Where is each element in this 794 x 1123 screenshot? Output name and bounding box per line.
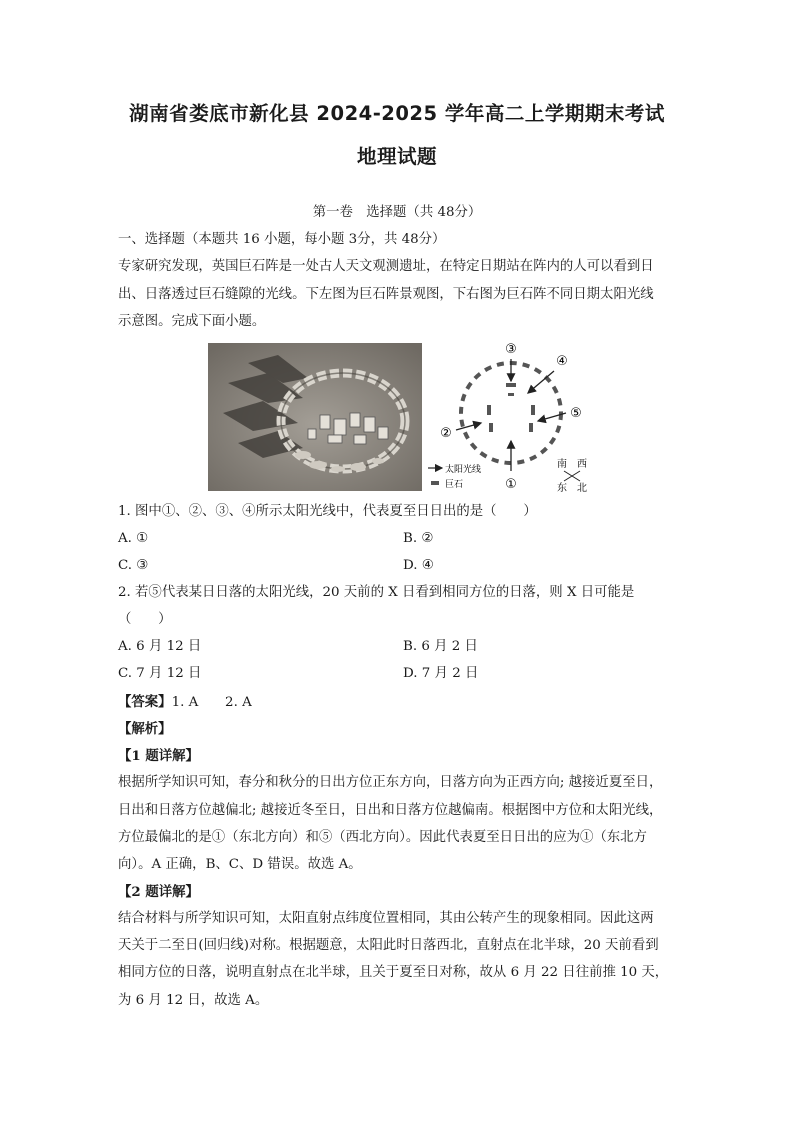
inner-stones [487,383,535,432]
answer-label: 【答案】 [118,694,172,710]
sun-ray-diagram [426,343,602,493]
ray-4 [528,371,554,393]
marker-2: ② [440,426,452,441]
q1-option-b[interactable]: B. ② [403,531,434,546]
q1-option-c[interactable]: C. ③ [118,558,149,573]
answer-line [118,692,683,713]
compass-north: 北 [577,483,587,493]
subject-title: 地理试题 [356,145,437,168]
compass-south: 南 [557,459,567,470]
material-text-line: 出、日落透过巨石缝隙的光线。下左图为巨石阵景观图，下右图为巨石阵不同日期太阳光线 [118,287,654,302]
stonehenge-figure [208,343,600,493]
q1-option-d[interactable]: D. ④ [403,558,434,573]
q2-option-b[interactable]: B. 6 月 2 日 [403,639,478,654]
detail-1-text: 向）。A 正确，B、C、D 错误。故选 A。 [118,857,362,872]
detail-1-label: 【1 题详解】 [118,748,199,764]
marker-5: ⑤ [570,406,582,421]
detail-2-text: 相同方位的日落，说明直射点在北半球，且关于夏至日对称，故从 6 月 22 日往前推 10 天， [118,965,669,980]
detail-1-text: 方位最偏北的是①（东北方向）和⑤（西北方向）。因此代表夏至日日出的应为①（东北方 [118,830,647,845]
stonehenge-photo [208,343,422,491]
exam-title: 湖南省娄底市新化县 2024-2025 学年高二上学期期末考试 [129,102,665,125]
question-2-stem: 2. 若⑤代表某日日落的太阳光线，20 天前的 X 日看到相同方位的日落，则 X 日可能是 [118,585,635,600]
sun-ray-diagram-svg [426,343,602,493]
q2-option-c[interactable]: C. 7 月 12 日 [118,666,202,681]
detail-2-text: 为 6 月 12 日，故选 A。 [118,993,269,1008]
marker-3: ③ [505,343,517,357]
material-text-line: 专家研究发现，英国巨石阵是一处古人天文观测遗址，在特定日期站在阵内的人可以看到日 [118,259,654,274]
legend-ray-label: 太阳光线 [445,465,482,475]
volume-heading: 第一卷 选择题（共 48分） [312,205,482,220]
detail-1-text: 日出和日落方位越偏北; 越接近冬至日，日出和日落方位越偏南。根据图中方位和太阳光线， [118,803,663,818]
part-title: 一、选择题（本题共 16 小题，每小题 3分，共 48分） [118,232,446,247]
question-2-stem-cont: （ ） [118,612,172,627]
detail-1-text: 根据所学知识可知，春分和秋分的日出方位正东方向，日落方向为正西方向; 越接近夏至日， [118,775,663,790]
answer-text: 1. A 2. A [171,695,252,710]
legend-stone-swatch [431,481,439,485]
compass-east: 东 [557,483,567,493]
q1-option-a[interactable]: A. ① [118,531,149,546]
q2-option-d[interactable]: D. 7 月 2 日 [403,666,479,681]
q2-option-a[interactable]: A. 6 月 12 日 [118,639,202,654]
stonehenge-photo-image [208,343,422,491]
legend-stone-label: 巨石 [445,480,464,490]
analysis-label: 【解析】 [118,721,172,737]
detail-2-text: 结合材料与所学知识可知，太阳直射点纬度位置相同，其由公转产生的现象相同。因此这两 [118,911,654,926]
detail-2-label: 【2 题详解】 [118,884,199,900]
material-text-line: 示意图。完成下面小题。 [118,314,266,329]
compass-west: 西 [577,459,587,470]
question-1-stem: 1. 图中①、②、③、④所示太阳光线中，代表夏至日日出的是（ ） [118,504,537,519]
marker-1: ① [505,477,517,492]
marker-4: ④ [556,354,568,369]
detail-2-text: 天关于二至日(回归线)对称。根据题意，太阳此时日落西北，直射点在北半球，20 天前看到 [118,938,659,953]
ray-2 [456,423,481,430]
